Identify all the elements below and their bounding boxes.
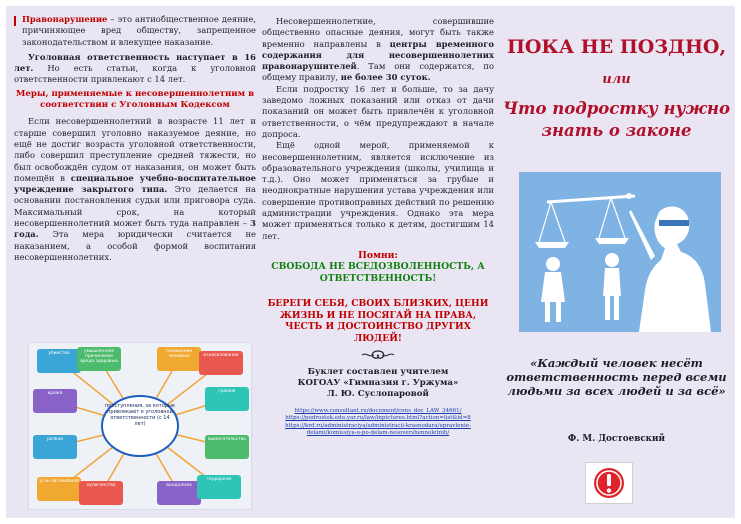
age-rest: Но есть статьи, когда к уголовной ответственности привлекают с 14 лет. [14,63,256,85]
source-link-3[interactable]: https://krd.ru/administraciya/administracii-krasnodara/upravlenie-delami/komissiya-o-po-delam-nesovershennoletnih/ [285,422,471,437]
middle-column [262,6,494,518]
expulsion-paragraph: Ещё одной мерой, применяемой к несовершеннолетним, является исключение из образовательного учреждения (школы, училища и т.д.). Оно может применяться за грубые и неоднократные нарушения устава учреждения или совершение противоправных действий по решению администрации учреждения. Однако эта мера может применяться только к детям, достигшим 14 лет. [262,140,494,241]
diagram-box-label [158,483,200,505]
accent-bar [14,16,16,26]
temporary-centers-paragraph [262,16,494,84]
diagram-box-label [158,349,200,371]
diagram-item-text: хулиганство [86,483,116,488]
diagram-box-label [38,479,80,501]
diagram-item-text: умышленное причинение вреда здоровью [80,349,118,365]
diagram-item-text: кража [47,391,63,396]
freedom-slogan: СВОБОДА НЕ ВСЕДОЗВОЛЕННОСТЬ, А ОТВЕТСТВЕННОСТЬ! [271,261,485,284]
diagram-box-label [34,437,76,459]
measures-term: 3 года. [14,218,256,240]
diagram-box-label [78,349,120,371]
diagram-box-label [200,353,242,375]
right-column [498,6,735,518]
author-line-2: КОГОАУ «Гимназия г. Уржума» [297,378,459,389]
warning-box [585,462,633,504]
diagram-box-label [206,389,248,411]
false-testimony-paragraph: Если подростку 16 лет и больше, то за дачу заведомо ложных показаний или отказ от дачи показаний он может быть привлечён к уголовной ответственности, о чём предупреждают в начале допроса. [262,83,494,139]
left-column [14,6,256,518]
age-paragraph [14,52,256,86]
diagram-item-text: убийство [48,351,70,356]
diagram-item-text: похищение человека [165,349,193,360]
tc-centers: центры временного содержания для несовершеннолетних правонарушителей [262,38,494,72]
brochure-page [6,6,735,518]
diagram-item-text: вымогательство [208,437,246,442]
source-link-2[interactable]: https://podrostok.edu.yar.ru/law/inpictures.html?action=list&id=8 [285,415,471,422]
diagram-center-label [104,403,176,449]
justice-illustration [519,172,721,332]
source-links [262,408,494,438]
crimes-diagram [28,342,252,510]
booklet-subtitle: Что подростку нужно знать о законе [502,99,731,140]
diagram-item-text: изнасилование [203,353,239,358]
measures-heading: Меры, применяемые к несовершеннолетним в соответствии с Уголовным Кодексом [15,88,255,110]
diagram-item-text: разбой [46,437,64,442]
diagram-box-label [80,483,122,505]
ornament-divider [262,347,494,361]
ornament-icon [358,348,398,362]
diagram-item-text: терроризм [206,477,232,482]
definition-paragraph [14,14,256,48]
term-offense: Правонарушение [22,14,108,24]
warning-icon [586,463,632,503]
care-slogan: БЕРЕГИ СЕБЯ, СВОИХ БЛИЗКИХ, ЦЕНИ ЖИЗНЬ И НЕ ПОСЯГАЙ НА ПРАВА, ЧЕСТЬ И ДОСТОИНСТВО ДРУГИХ ЛЮДЕЙ! [267,298,489,344]
booklet-title: ПОКА НЕ ПОЗДНО, [506,36,727,58]
measures-institution: специальное учебно-воспитательное учреждение закрытого типа. [14,172,256,195]
author-block [262,367,494,399]
diagram-box-label [34,391,76,413]
author-line-3: Л. Ю. Суслопаровой [327,389,429,400]
measures-text-b: Это делается на основании постановления судьи или приговора суда. Максимальный срок, на который несовершеннолетний может быть туда направлен – [14,184,256,229]
remember-heading: Помни: [358,249,398,261]
diagram-box-label [38,351,80,373]
dostoevsky-quote: «Каждый человек несёт ответственность перед всеми людьми за всех людей и за всё» [506,356,727,399]
tc-text-a: Несовершеннолетние, совершившие общественно опасные деяния, могут быть также временно направлены в [262,16,494,49]
diagram-box-label [198,477,240,499]
measures-paragraph [14,116,256,263]
diagram-item-text: вандализм [166,483,192,488]
quote-author: Ф. М. Достоевский [567,434,666,444]
measures-text-a: Если несовершеннолетний в возрасте 11 лет и старше совершил уголовно наказуемое деяние, но ещё не достиг возраста уголовной ответственности, либо совершил преступление средней тяжести, но был освобождён судом от наказания, он может быть помещён в [14,116,256,183]
author-line-1: Буклет составлен учителем [307,367,449,378]
term-definition: – это антиобщественное деяние, причиняющее вред обществу, запрещенное законодательством и влекущее наказание. [22,14,256,47]
themis-scales-icon [519,172,721,332]
crimes-diagram-svg [29,343,251,509]
tc-term: не более 30 суток. [340,72,431,83]
diagram-item-text: угон автомобиля [39,479,79,484]
age-bold: Уголовная ответственность наступает в 16 лет. [14,51,256,74]
diagram-item-text: грабеж [218,389,236,394]
diagram-box-label [206,437,248,459]
booklet-title-or: или [602,72,631,87]
source-link-1[interactable]: https://www.consultant.ru/document/cons_doc_LAW_34661/ [294,407,462,414]
measures-text-c: Эта мера юридически считается не наказанием, а особой формой воспитания несовершеннолетних. [14,229,256,262]
diagram-center-text: преступления, за которые привлекают к уголовной ответственности (с 14 лет) [105,403,175,427]
tc-text-b: . Там они содержатся, по общему правилу, [262,61,494,83]
